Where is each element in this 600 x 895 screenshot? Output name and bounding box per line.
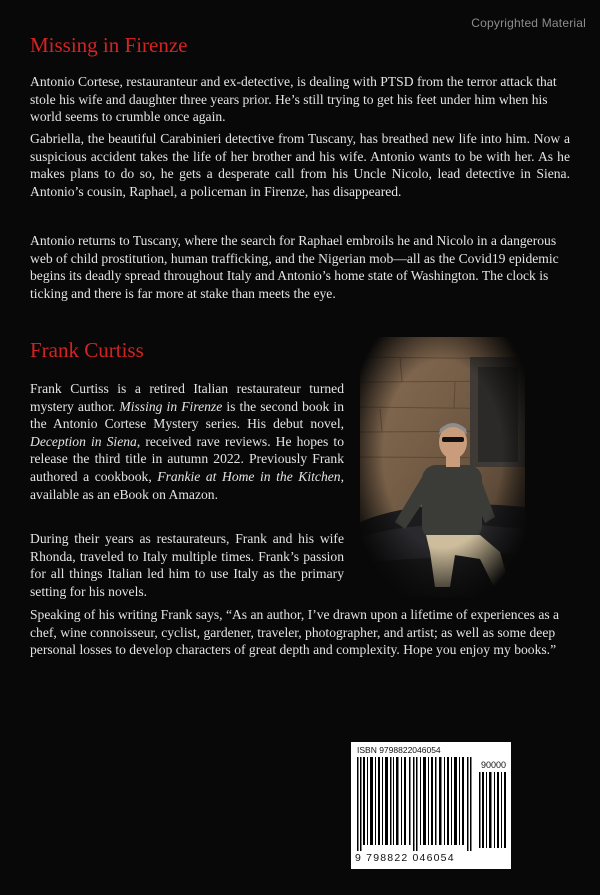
price-code-label: 90000 <box>481 760 507 770</box>
copyright-watermark: Copyrighted Material <box>471 16 586 30</box>
price-code-bars <box>479 772 507 848</box>
author-bio-paragraph-2: During their years as restaurateurs, Frank and his wife Rhonda, traveled to Italy multiple times. Frank’s passion for all things Italian led him to use Italy as the primary setting for his novels. <box>30 531 344 599</box>
barcode-bars <box>357 757 475 851</box>
author-photo <box>360 337 525 597</box>
author-quote-paragraph: Speaking of his writing Frank says, “As an author, I’ve drawn upon a lifetime of experiences as a chef, wine connoisseur, cyclist, gardener, traveler, photographer, and artist; as well as some deep personal losses to develop characters of great depth and complexity. Hope you enjoy my books.” <box>30 607 560 658</box>
isbn-label: ISBN 9798822046054 <box>357 745 441 755</box>
isbn-barcode-box <box>351 742 511 869</box>
blurb-paragraph-1: Antonio Cortese, restauranteur and ex-detective, is dealing with PTSD from the terror attack that stole his wife and daughter three years prior. He’s still trying to get his feet under him when his world seems to crumble once again. <box>30 74 557 125</box>
blurb-paragraph-2: Gabriella, the beautiful Carabinieri detective from Tuscany, has breathed new life into him. Now a suspicious accident takes the life of her brother and his wife. Antonio wants to be with her. As he makes plans to do so, he gets a desperate call from his Uncle Nicolo, lead detective in Siena. Antonio’s cousin, Raphael, a policeman in Firenze, has disappeared. <box>30 131 570 199</box>
blurb-paragraph-3: Antonio returns to Tuscany, where the search for Raphael embroils he and Nicolo in a dangerous web of child prostitution, human trafficking, and the Nigerian mob—all as the Covid19 epidemic begins its deadly spread throughout Italy and Antonio’s home state of Washington. The clock is ticking and there is far more at stake than meets the eye. <box>30 233 559 301</box>
author-bio-paragraph-1: Frank Curtiss is a retired Italian restaurateur turned mystery author. Missing in Firenze is the second book in the Antonio Cortese Mystery series. His debut novel, Deception in Siena, received rave reviews. He hopes to release the third title in autumn 2022. Previously Frank authored a cookbook, Frankie at Home in the Kitchen, available as an eBook on Amazon. <box>30 381 344 502</box>
author-name: Frank Curtiss <box>30 338 144 362</box>
barcode-number: 9 798822 046054 <box>355 852 455 864</box>
book-title: Missing in Firenze <box>30 33 188 57</box>
